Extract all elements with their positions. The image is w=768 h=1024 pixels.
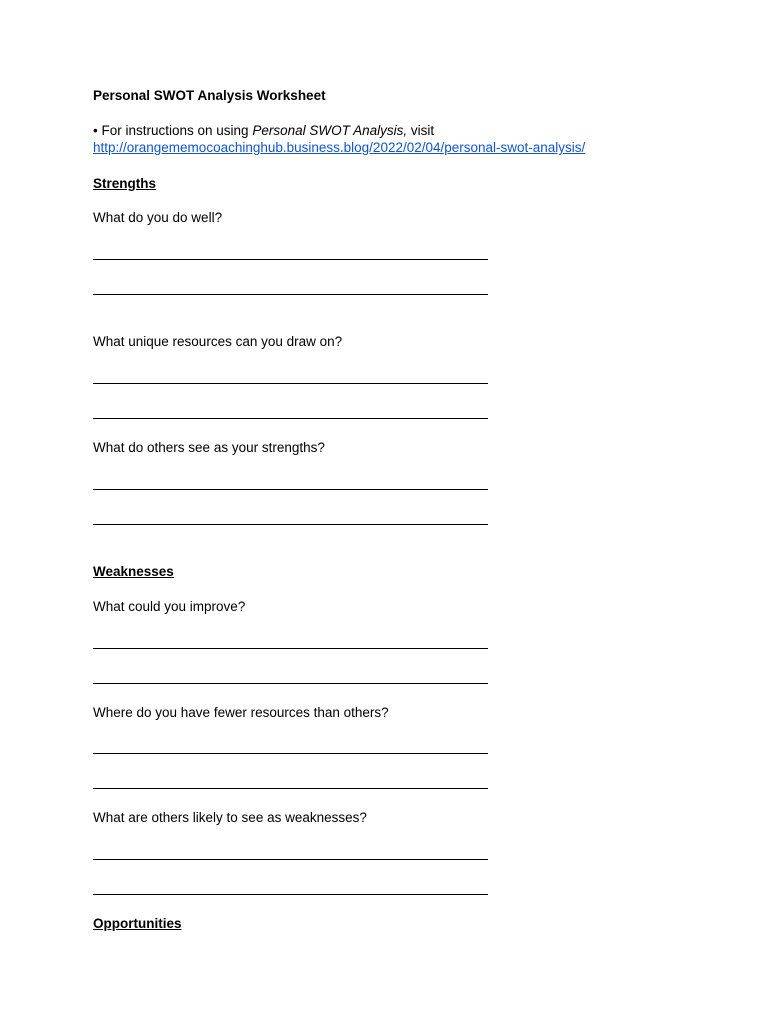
strengths-question-2: What unique resources can you draw on? bbox=[93, 334, 343, 349]
weaknesses-question-2: Where do you have fewer resources than others? bbox=[93, 705, 389, 720]
answer-line[interactable] bbox=[93, 294, 488, 295]
instructions-suffix: visit bbox=[410, 123, 435, 138]
bullet: • bbox=[93, 123, 98, 138]
instructions-line bbox=[93, 123, 434, 139]
answer-line[interactable] bbox=[93, 259, 488, 260]
answer-line[interactable] bbox=[93, 753, 488, 754]
answer-line[interactable] bbox=[93, 524, 488, 525]
opportunities-heading: Opportunities bbox=[93, 916, 182, 931]
instructions-link[interactable]: http://orangememocoachinghub.business.blog/2022/02/04/personal-swot-analysis/ bbox=[93, 140, 586, 155]
answer-line[interactable] bbox=[93, 489, 488, 490]
answer-line[interactable] bbox=[93, 788, 488, 789]
strengths-question-3: What do others see as your strengths? bbox=[93, 440, 325, 455]
weaknesses-heading: Weaknesses bbox=[93, 564, 174, 579]
answer-line[interactable] bbox=[93, 859, 488, 860]
answer-line[interactable] bbox=[93, 383, 488, 384]
answer-line[interactable] bbox=[93, 418, 488, 419]
strengths-heading: Strengths bbox=[93, 176, 157, 191]
page-title: Personal SWOT Analysis Worksheet bbox=[93, 88, 326, 103]
answer-line[interactable] bbox=[93, 648, 488, 649]
instructions-prefix: For instructions on using bbox=[101, 123, 249, 138]
answer-line[interactable] bbox=[93, 683, 488, 684]
instructions-emphasis: Personal SWOT Analysis, bbox=[252, 123, 408, 138]
weaknesses-question-1: What could you improve? bbox=[93, 599, 246, 614]
strengths-question-1: What do you do well? bbox=[93, 210, 223, 225]
weaknesses-question-3: What are others likely to see as weaknesses? bbox=[93, 810, 367, 825]
answer-line[interactable] bbox=[93, 894, 488, 895]
